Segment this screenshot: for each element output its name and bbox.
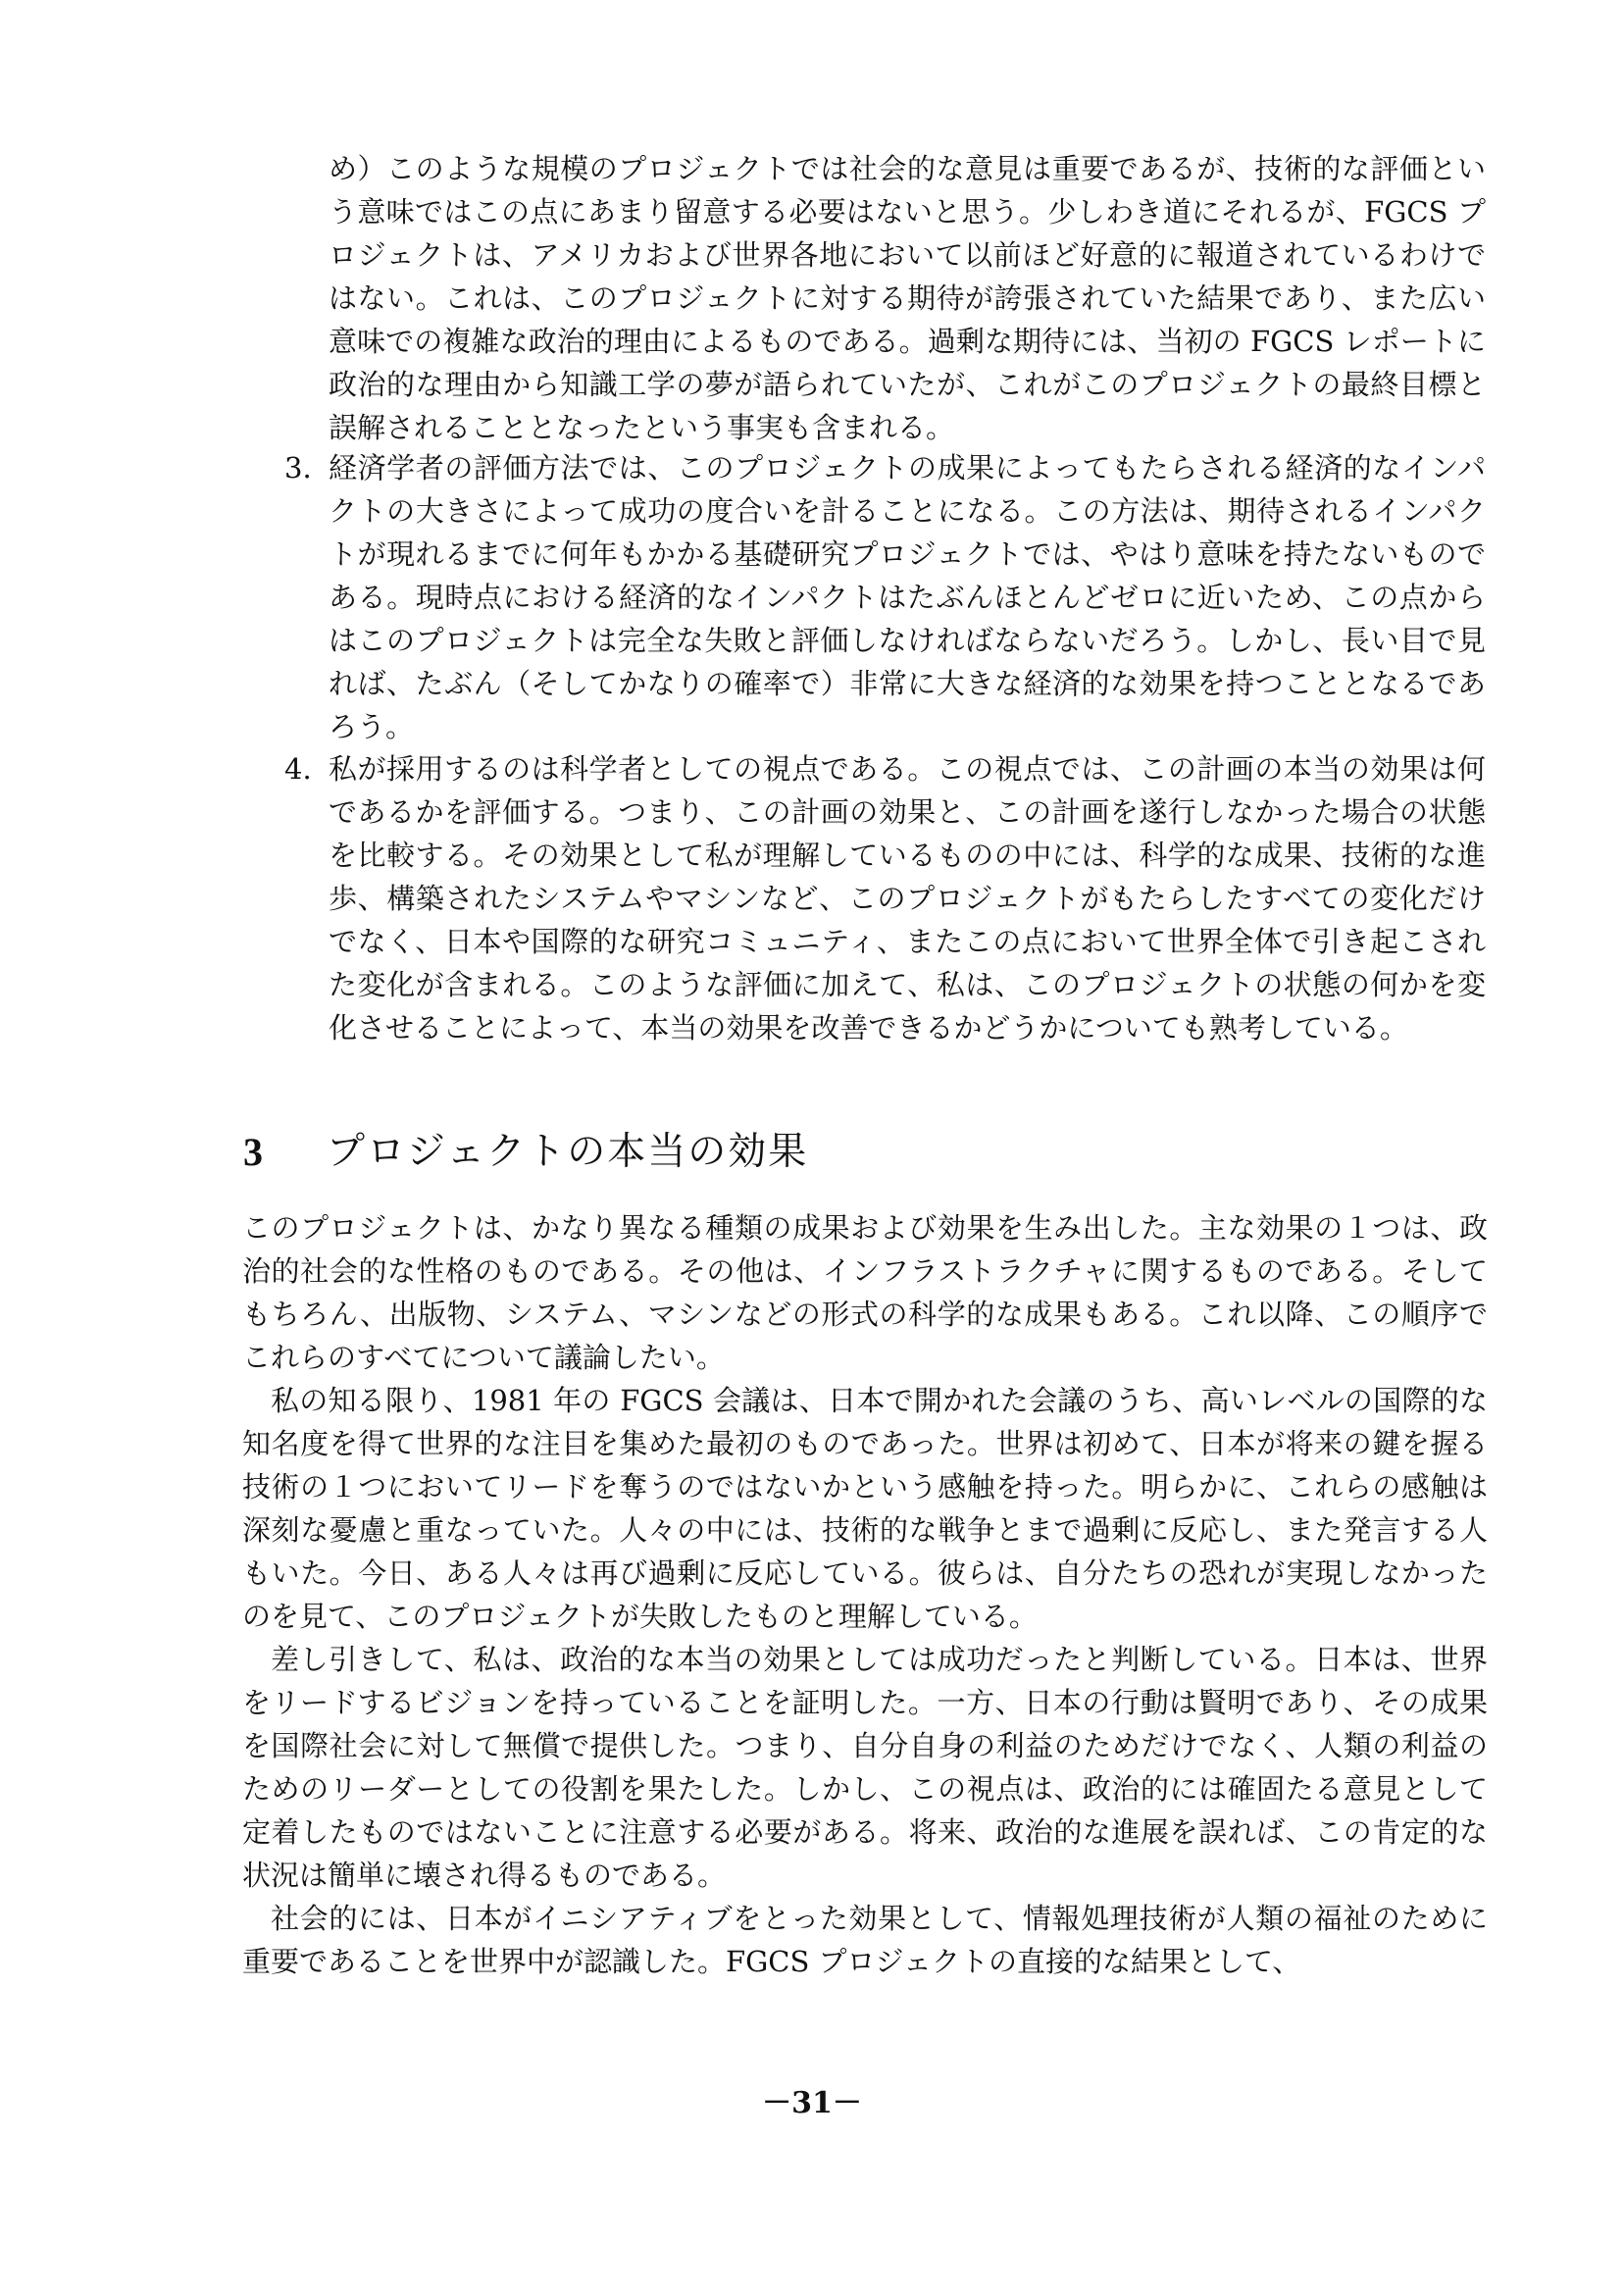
section-paragraph-1: このプロジェクトは、かなり異なる種類の成果および効果を生み出した。主な効果の１つは、政治的社会的な性格のものである。その他は、インフラストラクチャに関するものである。そしてもちろん、出版物、システム、マシンなどの形式の科学的な成果もある。これ以降、この順序でこれらのすべてについて議論したい。	[242, 1211, 1488, 1374]
list-item-number: 4.	[284, 752, 312, 786]
section-title: プロジェクトの本当の効果	[327, 1130, 809, 1174]
section-heading	[243, 1118, 1420, 1187]
page-number: －31－	[762, 2086, 862, 2120]
section-paragraph-4: 社会的には、日本がイニシアティブをとった効果として、情報処理技術が人類の福祉のために重要であることを世界中が認識した。FGCS プロジェクトの直接的な結果として、	[242, 1902, 1488, 1978]
list-item-3	[284, 446, 1496, 748]
list-item-4	[284, 747, 1496, 1049]
list-item-text: 経済学者の評価方法では、このプロジェクトの成果によってもたらされる経済的なインパクトの大きさによって成功の度合いを計ることになる。この方法は、期待されるインパクトが現れるまでに何年もかかる基礎研究プロジェクトでは、やはり意味を持たないものである。現時点における経済的なインパクトはたぶんほとんどゼロに近いため、この点からはこのプロジェクトは完全な失敗と評価しなければならないだろう。しかし、長い目で見れば、たぶん（そしてかなりの確率で）非常に大きな経済的な効果を持つこととなるであろう。	[329, 451, 1486, 743]
section-paragraph-3: 差し引きして、私は、政治的な本当の効果としては成功だったと判断している。日本は、世界をリードするビジョンを持っていることを証明した。一方、日本の行動は賢明であり、その成果を国際社会に対して無償で提供した。つまり、自分自身の利益のためだけでなく、人類の利益のためのリーダーとしての役割を果たした。しかし、この視点は、政治的には確固たる意見として定着したものではないことに注意する必要がある。将来、政治的な進展を誤れば、この肯定的な状況は簡単に壊され得るものである。	[242, 1643, 1488, 1892]
list-item-text: 私が採用するのは科学者としての視点である。この視点では、この計画の本当の効果は何であるかを評価する。つまり、この計画の効果と、この計画を遂行しなかった場合の状態を比較する。その効果として私が理解しているものの中には、科学的な成果、技術的な進歩、構築されたシステムやマシンなど、このプロジェクトがもたらしたすべての変化だけでなく、日本や国際的な研究コミュニティ、またこの点において世界全体で引き起こされた変化が含まれる。このような評価に加えて、私は、このプロジェクトの状態の何かを変化させることによって、本当の効果を改善できるかどうかについても熟考している。	[329, 752, 1486, 1045]
list-item-number: 3.	[284, 451, 312, 484]
section-paragraph-2: 私の知る限り、1981 年の FGCS 会議は、日本で開かれた会議のうち、高いレベルの国際的な知名度を得て世界的な注目を集めた最初のものであった。世界は初めて、日本が将来の鍵を握る技術の１つにおいてリードを奪うのではないかという感触を持った。明らかに、これらの感触は深刻な憂慮と重なっていた。人々の中には、技術的な戦争とまで過剰に反応し、また発言する人もいた。今日、ある人々は再び過剰に反応している。彼らは、自分たちの恐れが実現しなかったのを見て、このプロジェクトが失敗したものと理解している。	[242, 1384, 1488, 1633]
section-body	[242, 1206, 1488, 1983]
section-number: 3	[243, 1130, 263, 1174]
continuation-paragraph: め）このような規模のプロジェクトでは社会的な意見は重要であるが、技術的な評価という意味ではこの点にあまり留意する必要はないと思う。少しわき道にそれるが、FGCS プロジェクトは、アメリカおよび世界各地において以前ほど好意的に報道されているわけではない。これは、このプロジェクトに対する期待が誇張されていた結果であり、また広い意味での複雑な政治的理由によるものである。過剰な期待には、当初の FGCS レポートに政治的な理由から知識工学の夢が語られていたが、これがこのプロジェクトの最終目標と誤解されることとなったという事実も含まれる。	[329, 152, 1486, 444]
